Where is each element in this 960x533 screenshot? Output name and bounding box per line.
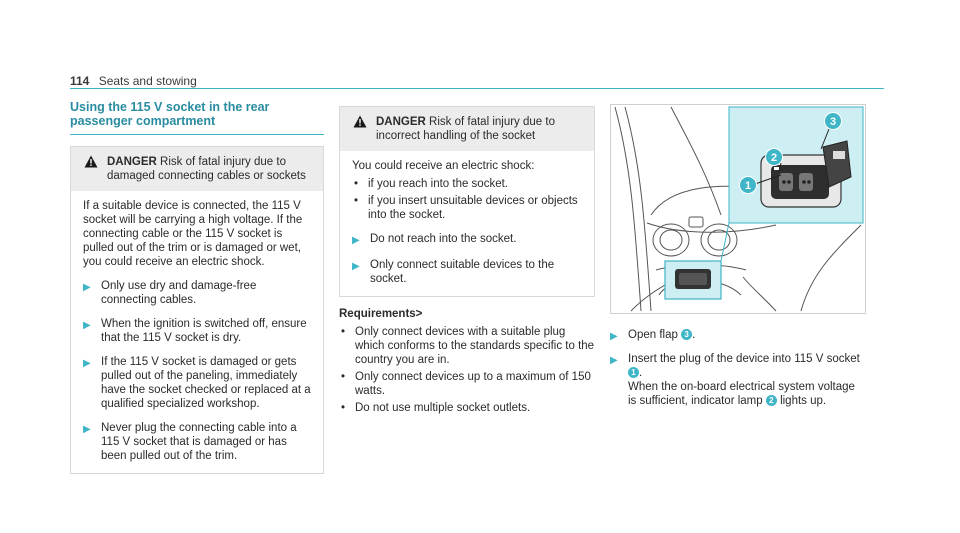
safety-step xyxy=(352,258,584,286)
safety-step-text: Never plug the connecting cable into a 115 V socket that is damaged or has been pulled out of the trim. xyxy=(101,422,297,462)
arrow-right-icon: ▶ xyxy=(610,331,618,342)
danger-header-text xyxy=(352,115,584,143)
header-rule xyxy=(70,88,884,89)
section-rule xyxy=(70,134,324,135)
danger-label: DANGER xyxy=(107,156,157,168)
danger-box-socket xyxy=(339,106,595,297)
arrow-right-icon: ▶ xyxy=(83,282,91,293)
svg-text:1: 1 xyxy=(744,180,752,192)
danger-intro-text: You could receive an electric shock: xyxy=(352,160,535,172)
safety-step xyxy=(83,421,313,463)
callout-3 xyxy=(825,113,842,130)
instruction-text-part: Open flap xyxy=(628,329,678,341)
requirements-section xyxy=(339,307,595,415)
safety-step xyxy=(352,232,584,248)
list-item: • if you reach into the socket. xyxy=(354,178,508,190)
arrow-right-icon: ▶ xyxy=(83,424,91,435)
safety-step xyxy=(83,279,313,307)
list-item-text: Do not use multiple socket outlets. xyxy=(355,402,531,414)
danger-bullet-list xyxy=(352,177,584,222)
middle-column xyxy=(339,106,595,418)
warning-triangle-icon xyxy=(353,115,367,128)
arrow-right-icon: ▶ xyxy=(83,358,91,369)
list-item-text: Only connect devices with a suitable plug which conforms to the standards specific to the country you are in. xyxy=(355,326,595,366)
danger-box-header xyxy=(340,107,594,151)
safety-step-text: If the 115 V socket is damaged or gets pulled out of the paneling, immediately have the socket checked or replaced at a qualified specialized workshop. xyxy=(101,356,311,410)
list-item-text: if you insert unsuitable devices or objects into the socket. xyxy=(368,195,578,221)
page-number: 114 xyxy=(70,74,90,88)
arrow-right-icon: ▶ xyxy=(352,235,360,246)
rear-console-drawing xyxy=(611,105,865,313)
callout-1 xyxy=(740,177,757,194)
chapter-title: Seats and stowing xyxy=(98,74,197,88)
danger-box-cables xyxy=(70,146,324,474)
safety-step-text: Do not reach into the socket. xyxy=(370,233,517,245)
requirements-list xyxy=(339,325,595,415)
list-item: • Only connect devices up to a maximum of 150 watts. xyxy=(339,370,595,398)
list-item-text: if you reach into the socket. xyxy=(368,178,508,190)
instruction-text-part: . xyxy=(692,329,696,341)
left-column xyxy=(70,100,324,474)
arrow-right-icon: ▶ xyxy=(352,261,360,272)
instruction-result-text: When the on-board electrical system voltage is sufficient, indicator lamp xyxy=(628,381,855,407)
instruction-text-part: . xyxy=(639,367,643,379)
safety-step-text: Only use dry and damage-free connecting cables. xyxy=(101,280,257,306)
danger-box-header xyxy=(71,147,323,191)
danger-head-text: Risk of fatal injury due to incorrect handling of the socket xyxy=(376,116,555,142)
instruction-text xyxy=(628,328,695,344)
safety-step-text: Only connect suitable devices to the socket. xyxy=(370,259,555,285)
danger-box-body xyxy=(340,151,594,296)
safety-step-text: When the ignition is switched off, ensure that the 115 V socket is dry. xyxy=(101,318,307,344)
list-item: • Do not use multiple socket outlets. xyxy=(341,402,531,414)
callout-badge: 3 xyxy=(681,329,692,340)
danger-box-body xyxy=(71,191,323,473)
arrow-right-icon: ▶ xyxy=(610,355,618,366)
instruction-text xyxy=(628,352,864,408)
safety-step xyxy=(83,317,313,345)
requirements-heading: Requirements> xyxy=(339,308,423,320)
list-item: • if you insert unsuitable devices or objects into the socket. xyxy=(352,194,584,222)
section-title: Using the 115 V socket in the rear passenger compartment xyxy=(70,100,270,128)
safety-step xyxy=(83,355,313,411)
instruction-step xyxy=(610,352,864,408)
danger-body-text: If a suitable device is connected, the 115 V socket will be carrying a high voltage. If the connecting cable or the 115 V socket is pulled out of the trim or is damaged or wet, you could receive an electric shock. xyxy=(83,200,303,268)
warning-triangle-icon xyxy=(84,155,98,168)
svg-text:3: 3 xyxy=(829,116,837,128)
page-header xyxy=(70,74,197,88)
danger-header-text xyxy=(83,155,313,183)
instruction-text-part: Insert the plug of the device into 115 V socket xyxy=(628,353,860,365)
right-column xyxy=(610,104,864,416)
list-item-text: Only connect devices up to a maximum of 150 watts. xyxy=(355,371,591,397)
list-item: • Only connect devices with a suitable plug which conforms to the standards specific to the country you are in. xyxy=(341,326,595,366)
callout-badge: 2 xyxy=(766,395,777,406)
instruction-steps xyxy=(610,328,864,408)
svg-text:2: 2 xyxy=(770,152,778,164)
instruction-result-text: lights up. xyxy=(780,395,827,407)
danger-label: DANGER xyxy=(376,116,426,128)
danger-head-text: Risk of fatal injury due to damaged connecting cables or sockets xyxy=(107,156,306,182)
callout-badge: 1 xyxy=(628,367,639,378)
callout-2 xyxy=(766,149,783,166)
socket-illustration xyxy=(610,104,866,314)
instruction-step xyxy=(610,328,864,344)
arrow-right-icon: ▶ xyxy=(83,320,91,331)
